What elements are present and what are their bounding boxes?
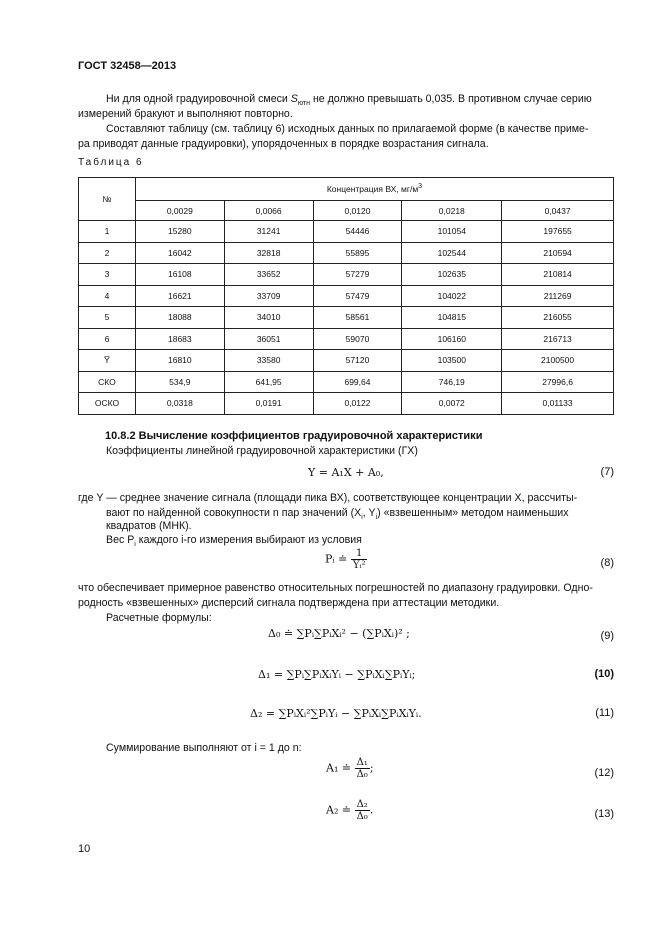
intro-paragraph-2-line2: ра приводят данные градуировки), упорядоченных в порядке возрастания сигнала. — [78, 138, 489, 150]
table-cell: 57479 — [313, 285, 402, 307]
table-cell: 102635 — [402, 264, 502, 286]
table-row — [79, 393, 614, 415]
equation-10: Δ₁ = ∑Pᵢ∑PᵢXᵢYᵢ − ∑PᵢXᵢ∑PᵢYᵢ; — [258, 668, 416, 681]
table-cell: 641,95 — [224, 371, 313, 393]
section-intro: Коэффициенты линейной градуировочной характеристики (ГХ) — [106, 445, 418, 457]
row-label: Y̅ — [79, 350, 136, 372]
equation-12-number: (12) — [594, 767, 614, 779]
table-row — [79, 264, 614, 286]
table-cell: 16810 — [135, 350, 224, 372]
document-code: ГОСТ 32458—2013 — [78, 60, 177, 72]
table-cell: 27996,6 — [502, 371, 614, 393]
intro-paragraph-2: Составляют таблицу (см. таблицу 6) исходных данных по прилагаемой форме (в качестве приме- — [106, 123, 589, 135]
table-cell: 54446 — [313, 221, 402, 243]
table-cell: 18683 — [135, 328, 224, 350]
summation-note: Суммирование выполняют от i = 1 до n: — [106, 742, 302, 754]
table-cell: 104022 — [402, 285, 502, 307]
table-cell: 106160 — [402, 328, 502, 350]
table-cell: 31241 — [224, 221, 313, 243]
section-title: 10.8.2 Вычисление коэффициентов градуировочной характеристики — [105, 430, 483, 442]
row-label: 3 — [79, 264, 136, 286]
table-cell: 0,0318 — [135, 393, 224, 415]
row-label: 2 — [79, 242, 136, 264]
weight-line: Вес $P_i$ каждого i-го измерения выбирают из условия — [106, 534, 362, 549]
table-cell: 16108 — [135, 264, 224, 286]
table-cell: 55895 — [313, 242, 402, 264]
table-cell: 210814 — [502, 264, 614, 286]
row-label: СКО — [79, 371, 136, 393]
table-cell: 32818 — [224, 242, 313, 264]
row-label: ОСКО — [79, 393, 136, 415]
intro-paragraph-1-line2: измерений бракуют и выполняют повторно. — [78, 108, 293, 120]
equation-11-number: (11) — [595, 707, 614, 719]
table-row — [79, 221, 614, 243]
table-cell: 216055 — [502, 307, 614, 329]
equation-9: Δ₀ ≐ ∑Pᵢ∑PᵢXᵢ² − (∑PᵢXᵢ)² ; — [268, 627, 410, 640]
table-cell: 58561 — [313, 307, 402, 329]
table-row — [79, 350, 614, 372]
where-line-3: квадратов (МНК). — [106, 520, 192, 532]
table-cell: 0,0072 — [402, 393, 502, 415]
equation-12: A₁ ≐ $\frac{\text{Δ₁}}{\text{Δ₀}}$ ; — [326, 757, 374, 780]
equation-10-number: (10) — [594, 668, 614, 680]
table-cell: 104815 — [402, 307, 502, 329]
data-table — [78, 177, 614, 415]
equation-9-number: (9) — [600, 630, 614, 642]
table-cell: 34010 — [224, 307, 313, 329]
table-row — [79, 328, 614, 350]
table-cell: 57120 — [313, 350, 402, 372]
row-label: 4 — [79, 285, 136, 307]
table-cell: 102544 — [402, 242, 502, 264]
row-label: 1 — [79, 221, 136, 243]
table-cell: 36051 — [224, 328, 313, 350]
equation-13-number: (13) — [594, 808, 614, 820]
table-cell: 33580 — [224, 350, 313, 372]
table-cell: 57279 — [313, 264, 402, 286]
table-cell: 101054 — [402, 221, 502, 243]
table-cell: 33652 — [224, 264, 313, 286]
row-label: 6 — [79, 328, 136, 350]
calc-formulas-label: Расчетные формулы: — [106, 612, 212, 624]
concentration-header: 0,0029 — [135, 201, 224, 221]
concentration-header: 0,0120 — [313, 201, 402, 221]
page-number: 10 — [78, 843, 91, 855]
table-cell: 197655 — [502, 221, 614, 243]
intro-paragraph-1: Ни для одной градуировочной смеси $S_{ютн}$ не должно превышать 0,035. В противном случае серию — [106, 93, 592, 108]
table-cell: 699,64 — [313, 371, 402, 393]
table-cell: 18088 — [135, 307, 224, 329]
table-cell: 33709 — [224, 285, 313, 307]
concentration-header: 0,0066 — [224, 201, 313, 221]
table-cell: 211269 — [502, 285, 614, 307]
table-cell: 2100500 — [502, 350, 614, 372]
table-cell: 534,9 — [135, 371, 224, 393]
table-caption: Таблица 6 — [78, 157, 144, 168]
equation-7: Y = A₁X + A₀, — [308, 466, 384, 479]
table-cell: 59070 — [313, 328, 402, 350]
uniform-line-2: родность «взвешенных» дисперсий сигнала подтверждена при аттестации методики. — [78, 597, 500, 609]
col-header-number: № — [79, 178, 136, 221]
row-label: 5 — [79, 307, 136, 329]
equation-8-number: (8) — [600, 557, 614, 569]
table-row — [79, 307, 614, 329]
table-cell: 0,01133 — [502, 393, 614, 415]
table-cell: 16042 — [135, 242, 224, 264]
where-line-1: где Y — среднее значение сигнала (площади пика ВХ), соответствующее концентрации X, рассчиты- — [78, 492, 578, 504]
table-row — [79, 371, 614, 393]
concentration-group-header: Концентрация ВХ, $мг/м^3$ — [135, 178, 613, 201]
where-line-2: вают по найденной совокупности n пар значений ($X_i$, $Y_i$) «взвешенным» методом наименьших — [106, 507, 569, 522]
table-cell: 15280 — [135, 221, 224, 243]
equation-13: A₂ ≐ $\frac{\text{Δ₂}}{\text{Δ₀}}$ . — [326, 799, 374, 822]
table-cell: 210594 — [502, 242, 614, 264]
uniform-line-1: что обеспечивает примерное равенство относительных погрешностей по диапазону градуировки. Одно- — [78, 582, 593, 594]
table-cell: 16621 — [135, 285, 224, 307]
concentration-header: 0,0437 — [502, 201, 614, 221]
table-row — [79, 242, 614, 264]
equation-7-number: (7) — [600, 466, 614, 478]
table-cell: 103500 — [402, 350, 502, 372]
table-cell: 216713 — [502, 328, 614, 350]
table-row — [79, 285, 614, 307]
table-cell: 0,0191 — [224, 393, 313, 415]
table-cell: 746,19 — [402, 371, 502, 393]
concentration-header: 0,0218 — [402, 201, 502, 221]
equation-11: Δ₂ = ∑PᵢXᵢ²∑PᵢYᵢ − ∑PᵢXᵢ∑PᵢXᵢYᵢ. — [250, 707, 422, 720]
table-cell: 0,0122 — [313, 393, 402, 415]
equation-8: Pᵢ ≐ $\frac{1}{\text{Yᵢ²}}$ — [325, 548, 366, 571]
